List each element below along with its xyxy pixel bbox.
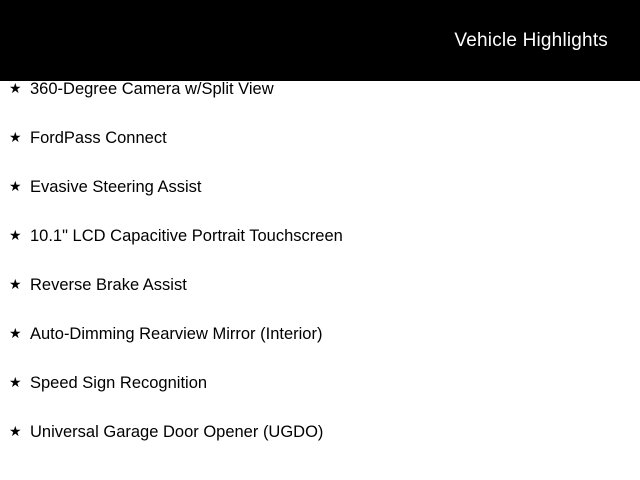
star-icon: ★	[9, 276, 22, 292]
star-icon: ★	[9, 227, 22, 243]
star-icon: ★	[9, 80, 22, 96]
list-item	[0, 179, 640, 228]
highlight-label: Evasive Steering Assist	[30, 178, 202, 196]
star-icon: ★	[9, 423, 22, 439]
star-icon: ★	[9, 178, 22, 194]
header-bar	[0, 0, 640, 81]
star-icon: ★	[9, 325, 22, 341]
highlight-label: Reverse Brake Assist	[30, 276, 187, 294]
highlight-label: Auto-Dimming Rearview Mirror (Interior)	[30, 325, 323, 343]
list-item	[0, 424, 640, 473]
star-icon: ★	[9, 374, 22, 390]
page-title: Vehicle Highlights	[454, 30, 608, 51]
highlight-label: Speed Sign Recognition	[30, 374, 208, 392]
list-item	[0, 81, 640, 130]
list-item	[0, 228, 640, 277]
list-item	[0, 375, 640, 424]
list-item	[0, 130, 640, 179]
list-item	[0, 277, 640, 326]
vehicle-highlights-list	[0, 81, 640, 473]
highlight-label: 360-Degree Camera w/Split View	[30, 80, 274, 98]
list-item	[0, 326, 640, 375]
star-icon: ★	[9, 129, 22, 145]
highlight-label: Universal Garage Door Opener (UGDO)	[30, 423, 324, 441]
highlight-label: FordPass Connect	[30, 129, 167, 147]
highlight-label: 10.1" LCD Capacitive Portrait Touchscreen	[30, 227, 343, 245]
